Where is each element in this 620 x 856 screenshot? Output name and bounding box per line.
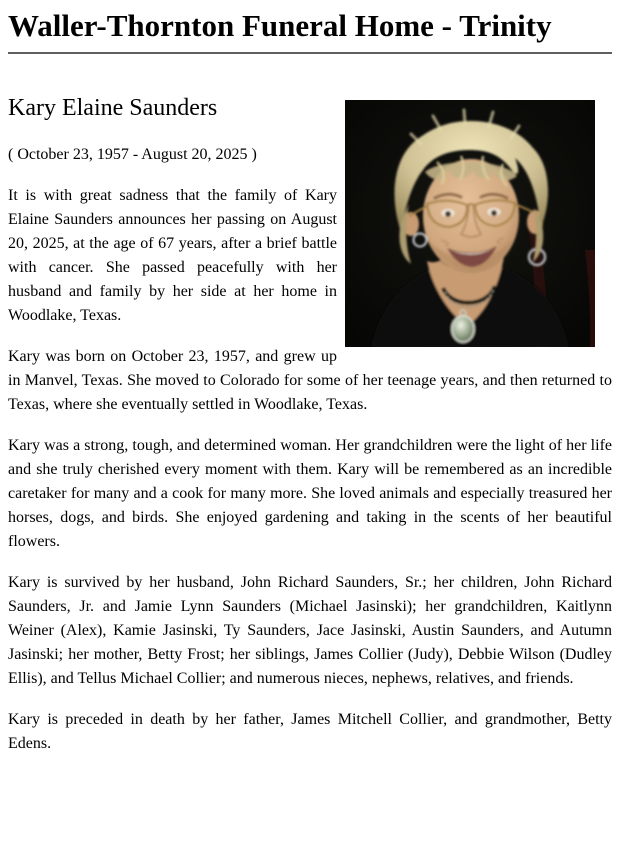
life-dates: ( October 23, 1957 - August 20, 2025 )	[8, 146, 257, 163]
obituary-content	[8, 54, 612, 756]
deceased-name: Kary Elaine Saunders	[8, 95, 218, 121]
necklace-pendant	[452, 316, 474, 342]
obituary-paragraph-3: Kary was a strong, tough, and determined woman. Her grandchildren were the light of her life and she truly cherished every moment with them. Kary will be remembered as an incredible caretaker for many and a cook for many more. She loved animals and especially treasured her horses, dogs, and birds. She enjoyed gardening and taking in the scents of her beautiful flowers.	[8, 437, 612, 550]
obituary-paragraph-2: Kary was born on October 23, 1957, and grew up in Manvel, Texas. She moved to Colorado for some of her teenage years, and then returned to Texas, where she eventually settled in Woodlake, Texas.	[8, 348, 612, 413]
obituary-paragraph-5: Kary is preceded in death by her father, James Mitchell Collier, and grandmother, Betty Edens.	[8, 711, 612, 752]
obituary-paragraph-4: Kary is survived by her husband, John Richard Saunders, Sr.; her children, John Richard Saunders, Jr. and Jamie Lynn Saunders (Michael Jasinski); her grandchildren, Kaitlynn Weiner (Alex), Kamie Jasinski, Ty Saunders, Jace Jasinski, Austin Saunders, and Autumn Jasinski; her mother, Betty Frost; her siblings, James Collier (Judy), Debbie Wilson (Dudley Ellis), and Tellus Michael Collier; and numerous nieces, nephews, relatives, and friends.	[8, 574, 612, 687]
deceased-photo	[345, 100, 595, 347]
page-title: Waller-Thornton Funeral Home - Trinity	[8, 8, 552, 43]
obituary-paragraph-1: It is with great sadness that the family of Kary Elaine Saunders announces her passing on August 20, 2025, at the age of 67 years, after a brief battle with cancer. She passed peacefully with her husband and family by her side at her home in Woodlake, Texas.	[8, 187, 337, 324]
